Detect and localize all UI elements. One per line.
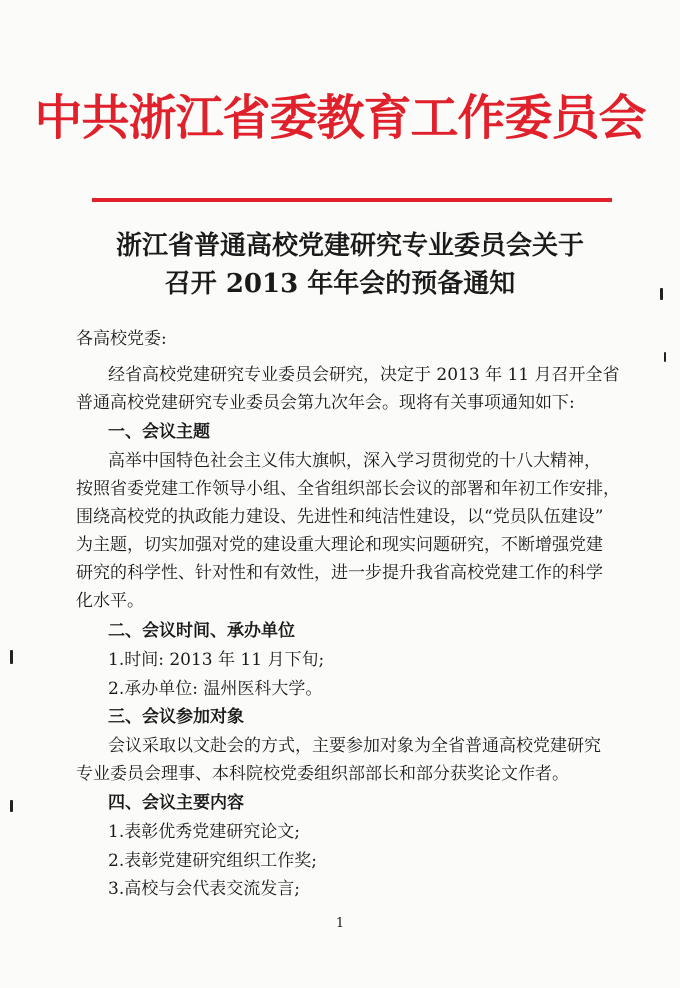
paragraph-intro-line-2: 普通高校党建研究专业委员会第九次年会。现将有关事项通知如下: — [76, 393, 575, 413]
paragraph-attendees-line-1: 会议采取以文赴会的方式，主要参加对象为全省普通高校党建研究 — [108, 736, 601, 756]
salutation: 各高校党委: — [76, 329, 167, 349]
letterhead-red-rule — [92, 198, 612, 202]
paragraph-theme-line-2: 按照省委党建工作领导小组、全省组织部长会议的部署和年初工作安排， — [76, 479, 620, 499]
item-content-3: 3.高校与会代表交流发言; — [108, 879, 300, 899]
section-heading-time-host: 二、会议时间、承办单位 — [108, 621, 295, 641]
item-content-2: 2.表彰党建研究组织工作奖; — [108, 851, 317, 871]
paragraph-intro-line-1: 经省高校党建研究专业委员会研究，决定于 2013 年 11 月召开全省 — [108, 365, 620, 385]
scan-artifact-mark — [10, 650, 13, 664]
scan-artifact-mark — [10, 800, 13, 812]
letterhead-org-name: 中共浙江省委教育工作委员会 — [34, 90, 646, 146]
paragraph-theme-line-3: 围绕高校党的执政能力建设、先进性和纯洁性建设，以“党员队伍建设” — [76, 507, 604, 527]
section-heading-content: 四、会议主要内容 — [108, 793, 244, 813]
document-title-line-1: 浙江省普通高校党建研究专业委员会关于 — [115, 231, 584, 261]
paragraph-theme-line-1: 高举中国特色社会主义伟大旗帜，深入学习贯彻党的十八大精神， — [108, 451, 601, 471]
paragraph-theme-line-5: 研究的科学性、针对性和有效性，进一步提升我省高校党建工作的科学 — [76, 563, 603, 583]
paragraph-theme-line-6: 化水平。 — [76, 591, 144, 611]
document-title-line-2: 召开 2013 年年会的预备通知 — [164, 269, 516, 299]
scan-artifact-mark — [660, 288, 663, 300]
item-time: 1.时间: 2013 年 11 月下旬; — [108, 650, 325, 670]
item-content-1: 1.表彰优秀党建研究论文; — [108, 822, 300, 842]
item-host: 2.承办单位: 温州医科大学。 — [108, 679, 323, 699]
paragraph-attendees-line-2: 专业委员会理事、本科院校党委组织部部长和部分获奖论文作者。 — [76, 764, 569, 784]
section-heading-attendees: 三、会议参加对象 — [108, 707, 244, 727]
section-heading-theme: 一、会议主题 — [108, 422, 210, 442]
paragraph-theme-line-4: 为主题，切实加强对党的建设重大理论和现实问题研究，不断增强党建 — [76, 535, 603, 555]
scan-artifact-mark — [664, 352, 666, 362]
page-number: 1 — [335, 916, 345, 931]
